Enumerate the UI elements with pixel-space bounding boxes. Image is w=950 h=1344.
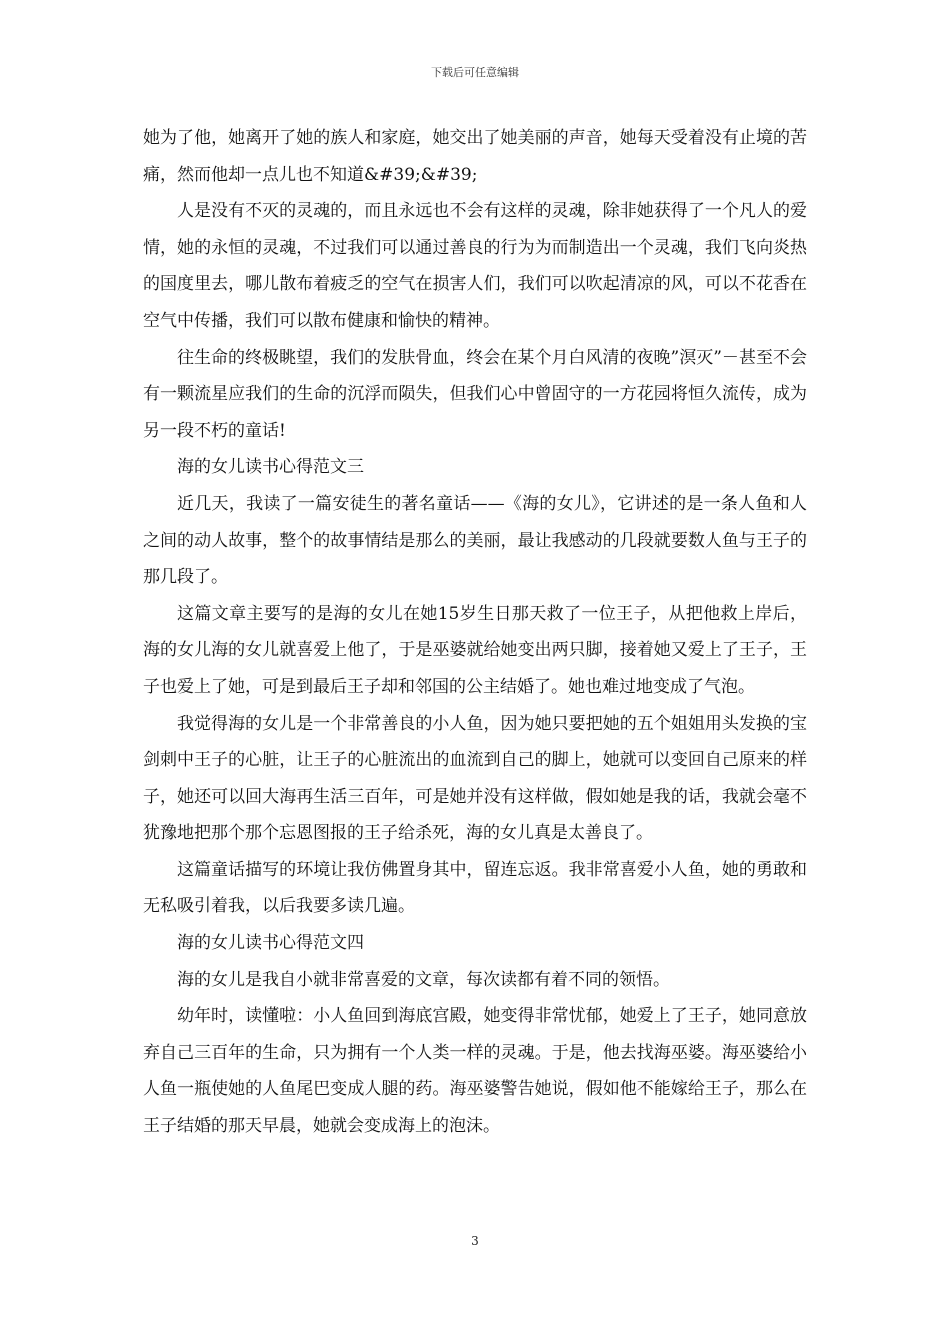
paragraph-8: 海的女儿是我自小就非常喜爱的文章，每次读都有着不同的领悟。	[177, 969, 670, 990]
paragraph-6: 我觉得海的女儿是一个非常善良的小人鱼，因为她只要把她的五个姐姐用头发换的宝剑刺中王子的心脏，让王子的心脏流出的血流到自己的脚上，她就可以变回自己原来的样子，她还可以回大海再生活三百年，可是她并没有这样做，假如她是我的话，我就会毫不犹豫地把那个那个忘恩图报的王子给杀死，海的女儿真是太善良了。	[143, 713, 807, 844]
document-body	[143, 120, 807, 1145]
paragraph-3: 往生命的终极眺望，我们的发肤骨血，终会在某个月白风清的夜晚”溟灭”－甚至不会有一颗流星应我们的生命的沉浮而陨失，但我们心中曾固守的一方花园将恒久流传，成为另一段不朽的童话!	[143, 347, 807, 441]
paragraph-4: 近几天，我读了一篇安徒生的著名童话——《海的女儿》，它讲述的是一条人鱼和人之间的动人故事，整个的故事情结是那么的美丽，最让我感动的几段就要数人鱼与王子的那几段了。	[143, 493, 807, 588]
paragraph-1: 她为了他，她离开了她的族人和家庭，她交出了她美丽的声音，她每天受着没有止境的苦痛，然而他却一点儿也不知道&#39;&#39;	[143, 128, 807, 185]
section-heading-3: 海的女儿读书心得范文三	[177, 457, 364, 478]
paragraph-5: 这篇文章主要写的是海的女儿在她15岁生日那天救了一位王子，从把他救上岸后，海的女儿海的女儿就喜爱上他了，于是巫婆就给她变出两只脚，接着她又爱上了王子，王子也爱上了她，可是到最后王子却和邻国的公主结婚了。她也难过地变成了气泡。	[143, 603, 807, 697]
page-header: 下载后可任意编辑	[431, 66, 519, 79]
paragraph-9: 幼年时，读懂啦：小人鱼回到海底宫殿，她变得非常忧郁，她爱上了王子，她同意放弃自己三百年的生命，只为拥有一个人类一样的灵魂。于是，他去找海巫婆。海巫婆给小人鱼一瓶使她的人鱼尾巴变成人腿的药。海巫婆警告她说，假如他不能嫁给王子，那么在王子结婚的那天早晨，她就会变成海上的泡沫。	[143, 1006, 807, 1137]
paragraph-7: 这篇童话描写的环境让我仿佛置身其中，留连忘返。我非常喜爱小人鱼，她的勇敢和无私吸引着我，以后我要多读几遍。	[143, 859, 807, 917]
section-heading-4: 海的女儿读书心得范文四	[177, 933, 364, 954]
page-number: 3	[471, 1234, 479, 1248]
paragraph-2: 人是没有不灭的灵魂的，而且永远也不会有这样的灵魂，除非她获得了一个凡人的爱情，她的永恒的灵魂，不过我们可以通过善良的行为为而制造出一个灵魂，我们飞向炎热的国度里去，哪儿散布着疲乏的空气在损害人们，我们可以吹起清凉的风，可以不花香在空气中传播，我们可以散布健康和愉快的精神。	[143, 201, 807, 331]
